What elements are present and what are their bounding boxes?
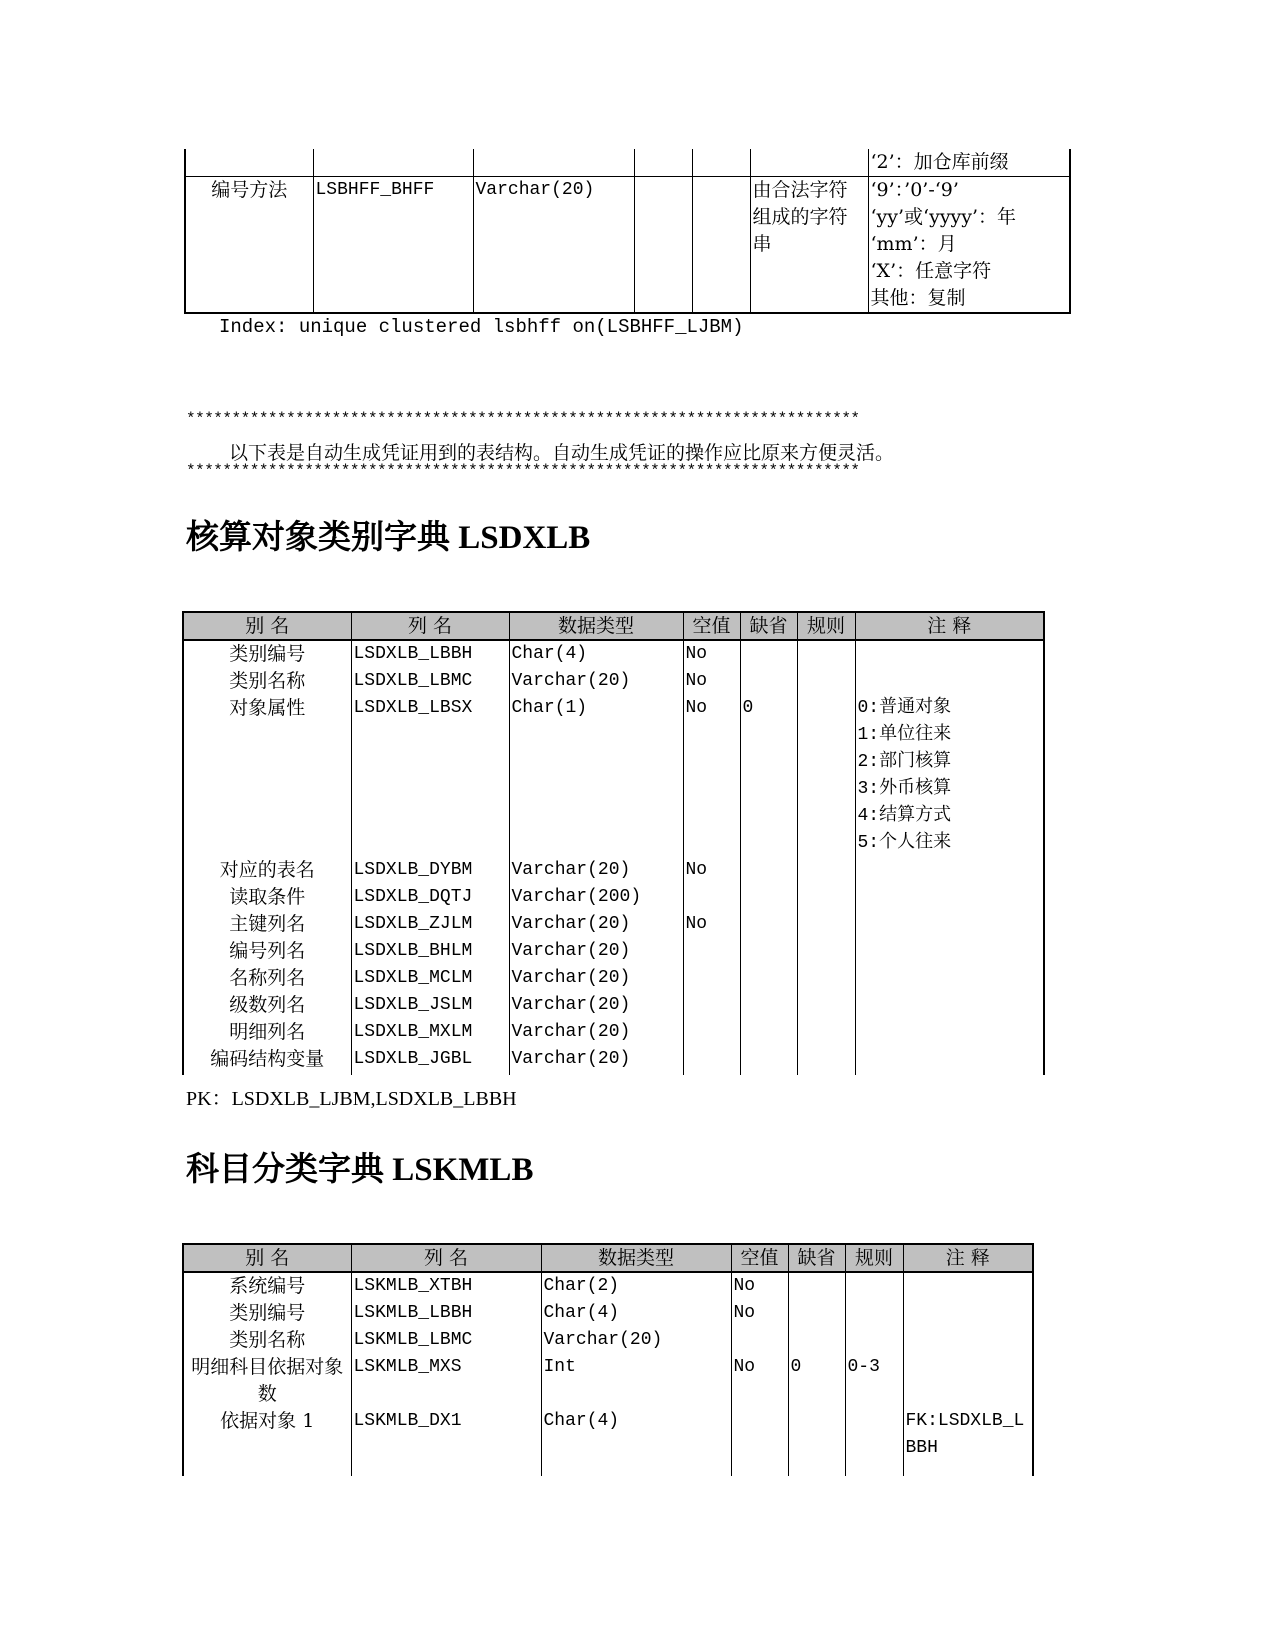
note-cell [903, 1354, 1033, 1408]
alias-cell: 编号列名 [183, 938, 351, 965]
header-row [183, 612, 1044, 640]
rule-cell [797, 1019, 855, 1046]
alias-cell: 名称列名 [183, 965, 351, 992]
column-cell: LSDXLB_DQTJ [351, 884, 509, 911]
default-cell [788, 1300, 845, 1327]
type-cell: Char(4) [541, 1300, 731, 1327]
header-default: 缺省 [788, 1244, 845, 1272]
alias-cell: 对象属性 [183, 695, 351, 857]
note-line: ‘mm’：月 [870, 233, 957, 255]
alias-cell: 类别名称 [183, 668, 351, 695]
table-row [183, 1019, 1044, 1046]
table-row [183, 938, 1044, 965]
default-cell [740, 992, 797, 1019]
default-cell [740, 857, 797, 884]
alias-cell: 类别编号 [183, 1300, 351, 1327]
null-cell [731, 1327, 788, 1354]
alias-cell: 明细列名 [183, 1019, 351, 1046]
table-row [183, 1327, 1033, 1354]
column-cell: LSDXLB_ZJLM [351, 911, 509, 938]
note-cell [903, 1327, 1033, 1354]
default-cell [788, 1408, 845, 1476]
column-cell: LSKMLB_XTBH [351, 1272, 541, 1300]
note-cell [855, 857, 1044, 884]
alias-cell: 系统编号 [183, 1272, 351, 1300]
default-cell [740, 911, 797, 938]
type-cell: Varchar(20) [509, 938, 683, 965]
table-row [185, 177, 1070, 314]
null-cell [683, 1019, 740, 1046]
table-row [183, 1046, 1044, 1075]
column-cell: LSDXLB_LBMC [351, 668, 509, 695]
default-cell [788, 1327, 845, 1354]
section-title: 科目分类字典 LSKMLB [186, 1152, 534, 1188]
column-cell: LSKMLB_MXS [351, 1354, 541, 1408]
rule-cell [845, 1327, 903, 1354]
header-column: 列 名 [351, 1244, 541, 1272]
header-note: 注 释 [855, 612, 1044, 640]
rule-cell [797, 857, 855, 884]
table-row [183, 1300, 1033, 1327]
null-cell: No [731, 1272, 788, 1300]
table-row [183, 884, 1044, 911]
alias-cell: 类别编号 [183, 640, 351, 668]
note-cell [855, 884, 1044, 911]
default-cell [740, 965, 797, 992]
note-cell [903, 1300, 1033, 1327]
note-cell [855, 1046, 1044, 1075]
type-cell: Char(2) [541, 1272, 731, 1300]
note-cell [903, 1272, 1033, 1300]
header-type: 数据类型 [541, 1244, 731, 1272]
header-default: 缺省 [740, 612, 797, 640]
null-cell [683, 884, 740, 911]
note-cell [868, 177, 1070, 314]
rule-cell [845, 1408, 903, 1476]
table-row [183, 992, 1044, 1019]
header-null: 空值 [731, 1244, 788, 1272]
note-line: 其他：复制 [870, 287, 966, 309]
note-line: ‘X’：任意字符 [870, 260, 992, 282]
null-cell: No [731, 1354, 788, 1408]
table-row [183, 640, 1044, 668]
null-cell: No [731, 1300, 788, 1327]
rule-cell [797, 1046, 855, 1075]
primary-key-note: PK：LSDXLB_LJBM,LSDXLB_LBBH [186, 1088, 517, 1110]
note-line: 3:外币核算 [857, 779, 952, 799]
null-cell [683, 965, 740, 992]
rule-cell: 由合法字符组成的字符串 [750, 177, 868, 314]
alias-cell: 类别名称 [183, 1327, 351, 1354]
default-cell [740, 640, 797, 668]
rule-cell [797, 992, 855, 1019]
type-cell: Varchar(20) [509, 1019, 683, 1046]
type-cell: Varchar(20) [509, 965, 683, 992]
rule-cell [797, 695, 855, 857]
null-cell [683, 938, 740, 965]
table-row [183, 1354, 1033, 1408]
header-alias: 别 名 [183, 612, 351, 640]
type-cell: Varchar(20) [509, 857, 683, 884]
column-cell: LSKMLB_DX1 [351, 1408, 541, 1476]
table-row [183, 1272, 1033, 1300]
null-cell [683, 1046, 740, 1075]
default-cell [740, 938, 797, 965]
table-row [183, 1408, 1033, 1476]
table-row [183, 668, 1044, 695]
alias-cell: 对应的表名 [183, 857, 351, 884]
null-cell: No [683, 640, 740, 668]
column-cell: LSKMLB_LBBH [351, 1300, 541, 1327]
column-cell: LSDXLB_MCLM [351, 965, 509, 992]
default-cell [740, 668, 797, 695]
rule-cell [797, 884, 855, 911]
note-cell [855, 695, 1044, 857]
null-cell: No [683, 857, 740, 884]
null-cell [731, 1408, 788, 1476]
alias-cell: 明细科目依据对象数 [183, 1354, 351, 1408]
section-title: 核算对象类别字典 LSDXLB [186, 520, 591, 556]
type-cell: Varchar(20) [509, 992, 683, 1019]
header-rule: 规则 [797, 612, 855, 640]
alias-cell: 主键列名 [183, 911, 351, 938]
default-cell [740, 1046, 797, 1075]
lsdxlb-table [182, 611, 1045, 1075]
type-cell: Char(1) [509, 695, 683, 857]
note-line: 1:单位往来 [857, 725, 952, 745]
table-row [183, 965, 1044, 992]
note-cell [855, 640, 1044, 668]
type-cell: Varchar(200) [509, 884, 683, 911]
note-cell [855, 965, 1044, 992]
note-line: 0:普通对象 [857, 698, 952, 718]
header-type: 数据类型 [509, 612, 683, 640]
table-row [183, 695, 1044, 857]
note-line: 5:个人往来 [857, 833, 952, 853]
default-cell: 0 [788, 1354, 845, 1408]
alias-cell: 级数列名 [183, 992, 351, 1019]
note-cell [855, 1019, 1044, 1046]
type-cell: Int [541, 1354, 731, 1408]
index-note: Index: unique clustered lsbhff on(LSBHFF_LJBM) [219, 316, 744, 338]
null-cell: No [683, 695, 740, 857]
column-cell: LSDXLB_DYBM [351, 857, 509, 884]
column-cell: LSDXLB_LBSX [351, 695, 509, 857]
type-cell: Varchar(20) [541, 1327, 731, 1354]
note-line: ‘9’：’0’-‘9’ [870, 179, 959, 201]
null-cell [683, 992, 740, 1019]
table-row [183, 911, 1044, 938]
alias-cell: 编码结构变量 [183, 1046, 351, 1075]
rule-cell: 0-3 [845, 1354, 903, 1408]
rule-cell [845, 1300, 903, 1327]
note-cell: ‘2’：加仓库前缀 [868, 149, 1070, 177]
type-cell: Varchar(20) [509, 1046, 683, 1075]
rule-cell [797, 640, 855, 668]
note-cell [855, 911, 1044, 938]
rule-cell [797, 965, 855, 992]
note-line: 4:结算方式 [857, 806, 952, 826]
note-cell [855, 992, 1044, 1019]
column-cell: LSDXLB_LBBH [351, 640, 509, 668]
lskmlb-table [182, 1243, 1034, 1476]
type-cell: Varchar(20) [509, 911, 683, 938]
column-cell: LSDXLB_JSLM [351, 992, 509, 1019]
default-cell: 0 [740, 695, 797, 857]
alias-cell: 依据对象 1 [183, 1408, 351, 1476]
table-row [183, 857, 1044, 884]
type-cell: Varchar(20) [473, 177, 634, 314]
rule-cell [845, 1272, 903, 1300]
rule-cell [797, 668, 855, 695]
note-cell [855, 668, 1044, 695]
header-row [183, 1244, 1033, 1272]
type-cell: Char(4) [509, 640, 683, 668]
header-column: 列 名 [351, 612, 509, 640]
default-cell [740, 884, 797, 911]
rule-cell [797, 938, 855, 965]
column-cell: LSDXLB_BHLM [351, 938, 509, 965]
type-cell: Varchar(20) [509, 668, 683, 695]
default-cell [788, 1272, 845, 1300]
header-rule: 规则 [845, 1244, 903, 1272]
note-line: 2:部门核算 [857, 752, 952, 772]
table-row [185, 149, 1070, 177]
null-cell: No [683, 668, 740, 695]
null-cell: No [683, 911, 740, 938]
alias-cell: 编号方法 [185, 177, 313, 314]
rule-cell [797, 911, 855, 938]
storage-prefix-table [184, 149, 1071, 314]
column-cell: LSBHFF_BHFF [313, 177, 473, 314]
intro-text: 以下表是自动生成凭证用到的表结构。自动生成凭证的操作应比原来方便灵活。 [229, 442, 895, 464]
alias-cell: 读取条件 [183, 884, 351, 911]
divider-stars: ************************************************************************** [186, 462, 860, 480]
column-cell: LSDXLB_MXLM [351, 1019, 509, 1046]
header-null: 空值 [683, 612, 740, 640]
default-cell [740, 1019, 797, 1046]
column-cell: LSKMLB_LBMC [351, 1327, 541, 1354]
note-line: ‘yy’或‘yyyy’：年 [870, 206, 1017, 228]
header-note: 注 释 [903, 1244, 1033, 1272]
header-alias: 别 名 [183, 1244, 351, 1272]
note-cell [855, 938, 1044, 965]
note-cell: FK:LSDXLB_LBBH [903, 1408, 1033, 1476]
divider-stars: ************************************************************************** [186, 410, 860, 428]
column-cell: LSDXLB_JGBL [351, 1046, 509, 1075]
type-cell: Char(4) [541, 1408, 731, 1476]
